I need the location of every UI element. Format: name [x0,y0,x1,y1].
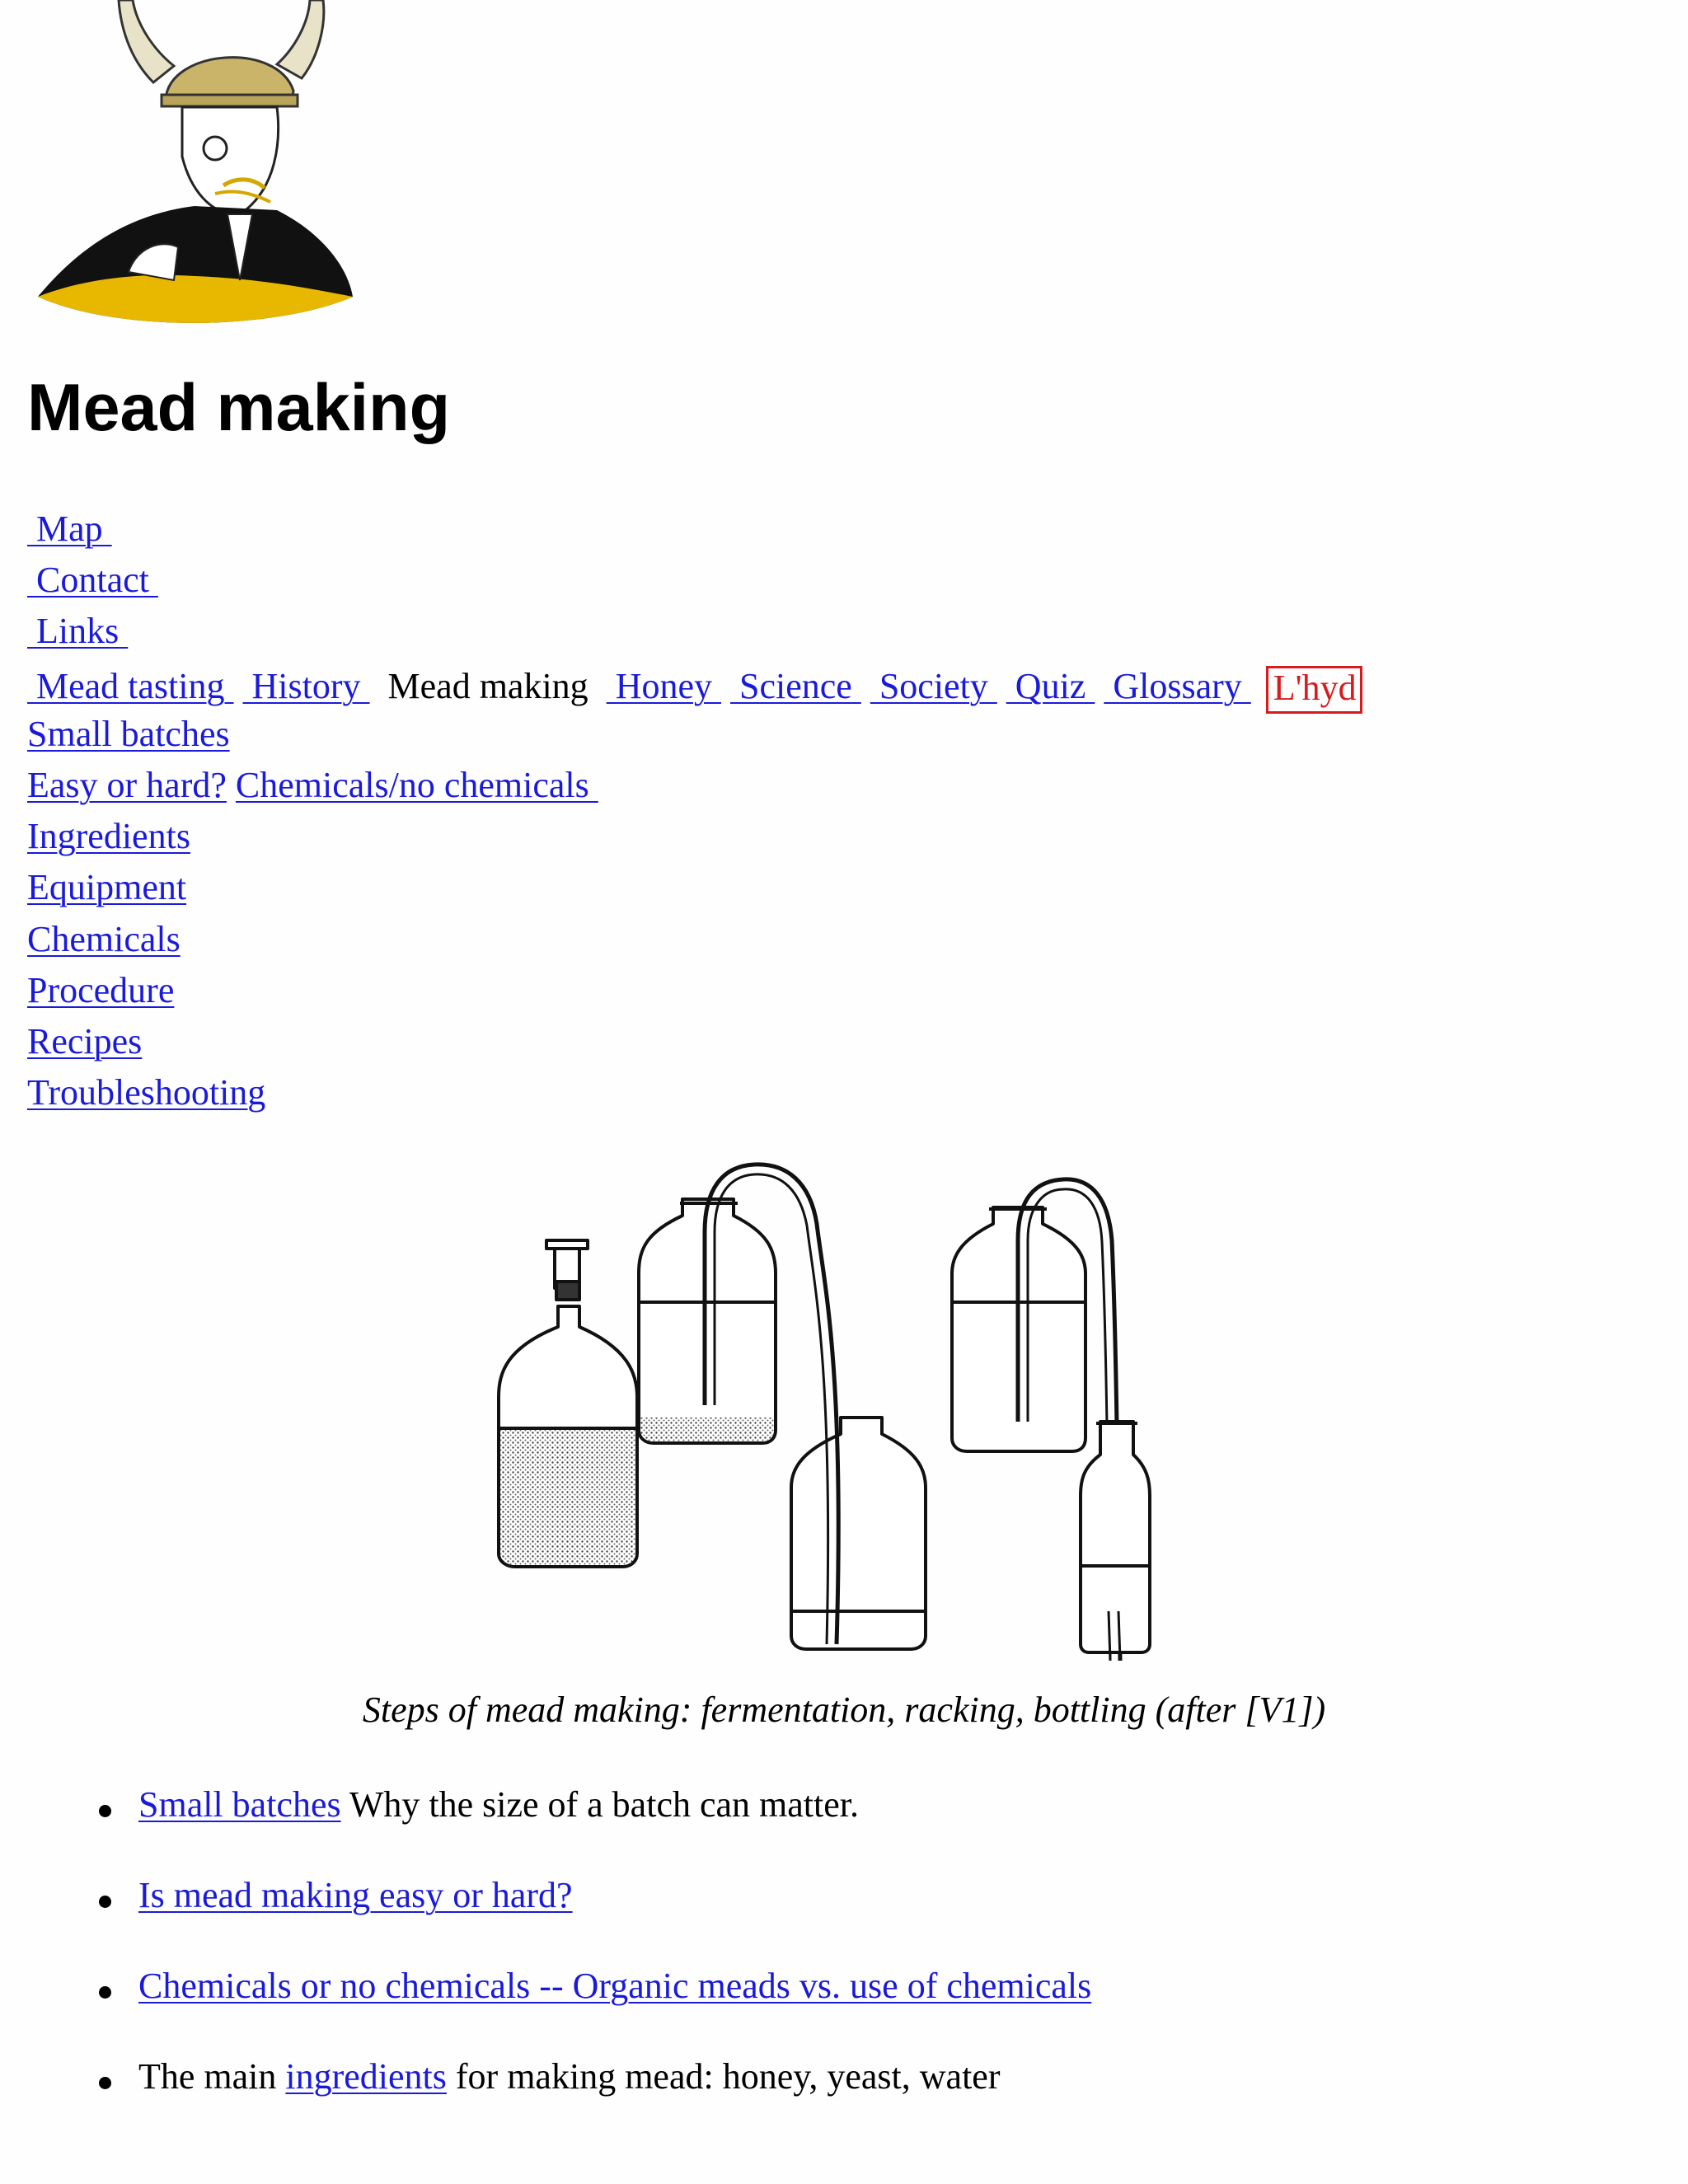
list-item [89,2056,1091,2149]
bullet-icon [99,1896,111,1908]
nav-link-science[interactable]: Science [730,666,861,706]
nav-link-recipes[interactable]: Recipes [27,1021,143,1062]
nav-link-society[interactable]: Society [870,666,997,706]
bullet-icon [99,1986,111,1999]
racking-target-bottle [791,1418,926,1649]
nav-sections-bar [27,664,1362,712]
nav-link-quiz[interactable]: Quiz [1006,666,1095,706]
nav-link-easy-or-hard[interactable]: Easy or hard? [27,765,227,805]
nav-link-mead-tasting[interactable]: Mead tasting [27,666,234,706]
list-item-text: The main [138,2056,286,2097]
nav-sub-chemicals [27,921,181,958]
list-link-small-batches[interactable]: Small batches [138,1784,341,1825]
bullet-icon [99,1805,111,1817]
nav-sub-easy-hard-row [27,767,598,804]
nav-top-contact [27,562,158,598]
nav-link-map[interactable]: Map [27,509,112,549]
nav-link-honey[interactable]: Honey [606,666,721,706]
nav-sub-procedure [27,972,174,1009]
list-item-text: for making mead: honey, yeast, water [446,2056,1001,2097]
nav-link-history[interactable]: History [242,666,370,706]
nav-link-chemicals[interactable]: Chemicals [27,919,181,959]
nav-sub-small-batches [27,716,230,752]
fermenter-bottle [499,1240,637,1567]
nav-link-contact[interactable]: Contact [27,560,158,600]
mead-making-steps-illustration [482,1150,1207,1669]
nav-link-small-batches[interactable]: Small batches [27,714,230,754]
nav-link-ingredients[interactable]: Ingredients [27,816,190,856]
list-link-chemicals-organic[interactable]: Chemicals or no chemicals -- Organic meads vs. use of chemicals [138,1966,1092,2006]
nav-sub-troubleshooting [27,1072,266,1113]
nav-link-glossary[interactable]: Glossary [1104,666,1251,706]
nav-link-procedure[interactable]: Procedure [27,970,175,1010]
nav-top-links [27,613,128,649]
topic-list [89,1784,1092,2149]
list-link-ingredients[interactable]: ingredients [285,2056,447,2097]
nav-link-links[interactable]: Links [27,611,129,651]
bullet-icon [99,2077,111,2089]
nav-sub-ingredients [27,818,190,855]
nav-link-chemicals-no-chemicals[interactable]: Chemicals/no chemicals [235,765,598,805]
bottling-target-bottle [1081,1422,1150,1652]
page-title: Mead making [27,371,451,445]
nav-link-troubleshooting[interactable]: Troubleshooting [27,1072,266,1113]
lhyd-button[interactable]: L'hyd [1266,666,1362,714]
list-item-text: Why the size of a batch can matter. [340,1784,859,1825]
nav-top-map [27,511,112,547]
list-item [89,1877,1091,1968]
list-item [89,1968,1091,2059]
racking-source-bottle [639,1199,776,1443]
list-item [89,1784,1091,1877]
viking-logo-image [30,0,359,338]
nav-current-mead-making: Mead making [378,666,598,706]
nav-sub-recipes [27,1021,143,1062]
nav-link-equipment[interactable]: Equipment [27,867,187,907]
nav-sub-equipment [27,869,186,906]
figure-caption: Steps of mead making: fermentation, racking, bottling (after [V1]) [362,1690,1326,1730]
list-link-easy-or-hard[interactable]: Is mead making easy or hard? [138,1875,573,1915]
